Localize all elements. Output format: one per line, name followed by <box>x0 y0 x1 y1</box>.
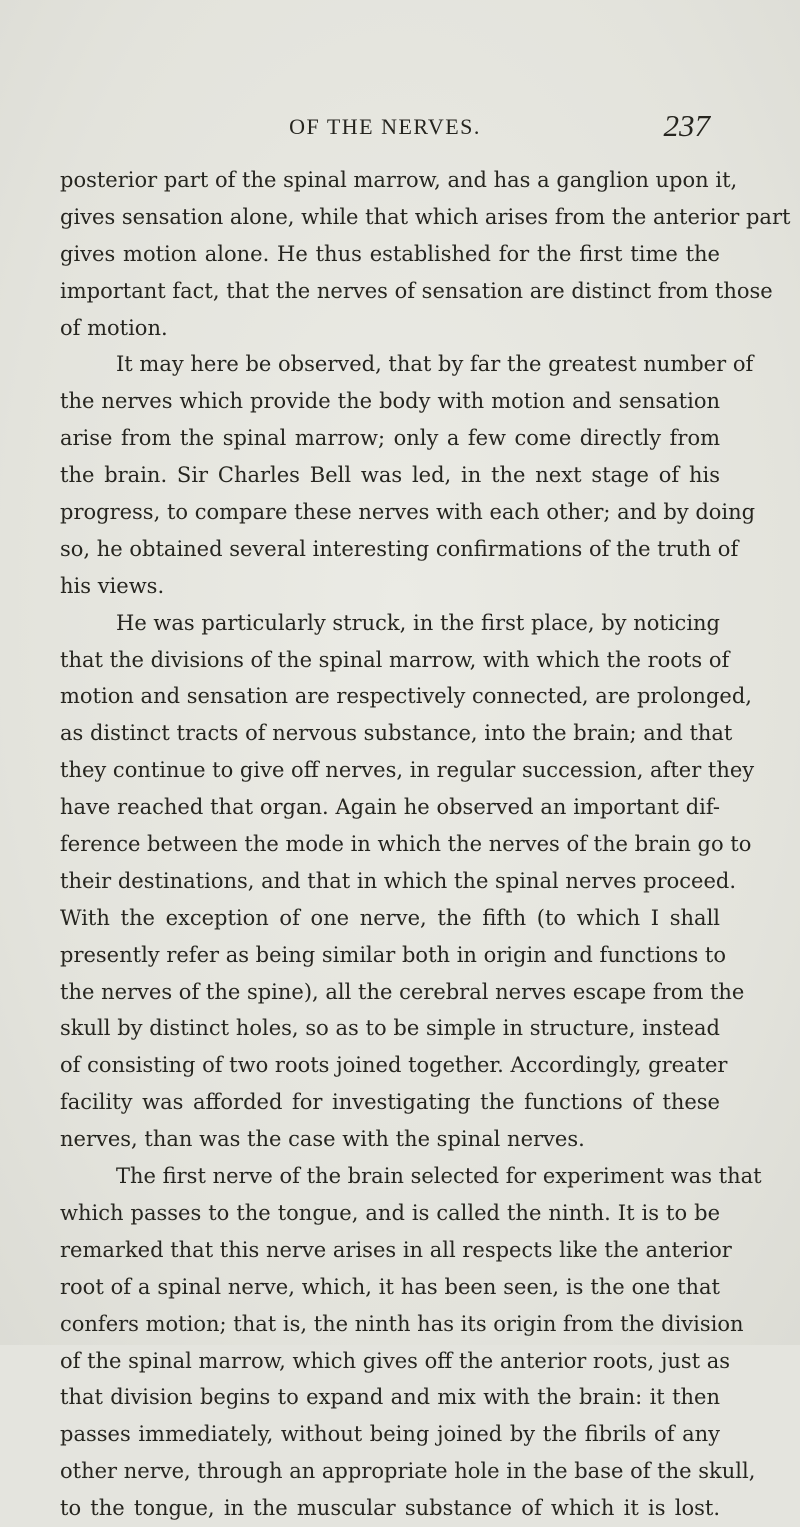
text-line: important fact, that the nerves of sensation are distinct from those <box>60 278 773 303</box>
text-line: have reached that organ. Again he observed an important dif- <box>60 795 720 820</box>
text-line: root of a spinal nerve, which, it has been seen, is the one that <box>60 1274 720 1299</box>
text-line: remarked that this nerve arises in all respects like the anterior <box>60 1237 732 1262</box>
text-line: of consisting of two roots joined together. Accordingly, greater <box>60 1053 728 1078</box>
text-line: gives motion alone. He thus established for the first time the <box>60 241 720 266</box>
text-line: presently refer as being similar both in origin and functions to <box>60 942 726 967</box>
text-line: to the tongue, in the muscular substance of which it is lost. <box>60 1496 720 1521</box>
text-line: posterior part of the spinal marrow, and has a ganglion upon it, <box>60 168 738 192</box>
text-line: motion and sensation are respectively connected, are prolonged, <box>60 684 752 709</box>
text-line: which passes to the tongue, and is called the ninth. It is to be <box>60 1200 720 1225</box>
text-line: confers motion; that is, the ninth has its origin from the division <box>60 1311 744 1336</box>
text-line: his views. <box>60 573 165 598</box>
page-number: 237 <box>663 108 710 143</box>
text-line: progress, to compare these nerves with each other; and by doing <box>60 500 756 525</box>
text-line: gives sensation alone, while that which arises from the anterior part <box>60 204 791 229</box>
text-line: ference between the mode in which the nerves of the brain go to <box>60 832 752 857</box>
text-line: the nerves which provide the body with motion and sensation <box>60 389 720 414</box>
text-line: facility was afforded for investigating the functions of these <box>60 1090 720 1115</box>
text-line: the nerves of the spine), all the cerebral nerves escape from the <box>60 979 745 1004</box>
running-title: OF THE NERVES. <box>289 114 481 139</box>
text-line: that division begins to expand and mix with the brain: it then <box>60 1385 720 1410</box>
text-line: other nerve, through an appropriate hole in the base of the skull, <box>60 1459 756 1484</box>
text-line: It may here be observed, that by far the greatest number of <box>116 352 754 377</box>
text-line: He was particularly struck, in the first place, by noticing <box>116 610 720 635</box>
text-line: The first nerve of the brain selected for experiment was that <box>116 1164 762 1189</box>
text-line: With the exception of one nerve, the fifth (to which I shall <box>60 905 720 930</box>
text-line: the brain. Sir Charles Bell was led, in the next stage of his <box>60 463 720 488</box>
text-line: nerves, than was the case with the spinal nerves. <box>60 1127 585 1152</box>
text-line: skull by distinct holes, so as to be simple in structure, instead <box>60 1016 720 1041</box>
text-line: that the divisions of the spinal marrow, with which the roots of <box>60 647 730 672</box>
text-line: so, he obtained several interesting confirmations of the truth of <box>60 536 739 561</box>
body-text <box>60 162 791 1527</box>
text-line: passes immediately, without being joined by the fibrils of any <box>60 1422 720 1447</box>
running-head <box>60 110 710 146</box>
text-line: their destinations, and that in which the spinal nerves proceed. <box>60 868 737 893</box>
text-line: of motion. <box>60 315 168 340</box>
text-line: of the spinal marrow, which gives off the anterior roots, just as <box>60 1348 731 1373</box>
text-line: arise from the spinal marrow; only a few come directly from <box>60 426 720 451</box>
text-line: they continue to give off nerves, in regular succession, after they <box>60 758 755 783</box>
text-line: as distinct tracts of nervous substance, into the brain; and that <box>60 721 733 746</box>
